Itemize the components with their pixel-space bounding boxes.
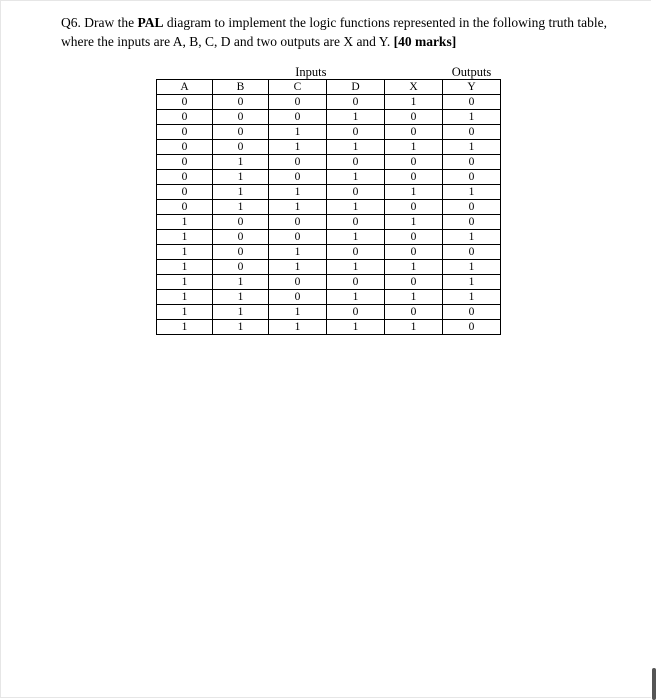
table-cell: 0 [157,170,213,185]
outputs-group-label: Outputs [451,65,492,79]
table-row [157,140,501,155]
table-cell: 1 [213,290,269,305]
table-cell: 0 [385,170,443,185]
table-cell: 0 [213,140,269,155]
table-cell: 0 [327,275,385,290]
table-cell: 0 [443,215,501,230]
question-bold-term: PAL [137,15,164,30]
table-cell: 0 [269,290,327,305]
truth-table [156,66,501,335]
question-text-after: diagram to implement the logic functions represented in the following truth table, where the inputs are A, B, C, D and two outputs are X and Y. [61,15,607,49]
table-cell: 1 [157,320,213,335]
table-cell: 1 [213,275,269,290]
table-cell: 0 [213,110,269,125]
table-cell: 0 [385,125,443,140]
table-cell: 1 [269,125,327,140]
table-cell: 0 [269,95,327,110]
table-cell: 0 [327,155,385,170]
spacer-cell [157,66,213,80]
spacer-cell [327,66,385,80]
table-cell: 1 [327,170,385,185]
table-cell: 0 [327,185,385,200]
table-cell: 1 [385,320,443,335]
table-cell: 1 [327,110,385,125]
column-header-x: X [385,80,443,95]
table-cell: 1 [213,185,269,200]
table-cell: 1 [269,140,327,155]
table-cell: 0 [443,155,501,170]
table-cell: 0 [157,185,213,200]
question-text [61,13,621,51]
table-cell: 0 [269,110,327,125]
table-cell: 0 [443,170,501,185]
table-cell: 0 [213,125,269,140]
table-cell: 1 [157,290,213,305]
table-cell: 0 [385,230,443,245]
table-cell: 1 [443,110,501,125]
table-cell: 0 [213,95,269,110]
table-cell: 0 [327,125,385,140]
table-row [157,290,501,305]
table-cell: 1 [213,200,269,215]
table-cell: 0 [157,200,213,215]
table-cell: 0 [157,140,213,155]
table-cell: 0 [443,320,501,335]
table-row [157,230,501,245]
table-cell: 1 [443,185,501,200]
truth-table-group-row [157,66,501,80]
question-text-before: Draw the [84,15,135,30]
table-cell: 1 [443,260,501,275]
table-row [157,320,501,335]
question-marks: [40 marks] [393,34,457,49]
table-cell: 1 [157,215,213,230]
table-cell: 0 [269,275,327,290]
table-cell: 1 [443,140,501,155]
table-cell: 1 [269,260,327,275]
table-cell: 0 [327,245,385,260]
table-cell: 1 [213,305,269,320]
table-row [157,245,501,260]
table-cell: 1 [213,320,269,335]
column-header-b: B [213,80,269,95]
table-row [157,260,501,275]
table-cell: 1 [327,260,385,275]
scrollbar-thumb[interactable] [652,668,656,700]
table-cell: 0 [269,215,327,230]
table-cell: 0 [327,215,385,230]
table-cell: 1 [385,185,443,200]
column-header-y: Y [443,80,501,95]
table-cell: 1 [327,230,385,245]
table-cell: 1 [269,320,327,335]
table-cell: 1 [385,215,443,230]
table-cell: 1 [443,290,501,305]
table-cell: 1 [385,140,443,155]
truth-table-header-row [157,80,501,95]
table-cell: 0 [385,200,443,215]
table-cell: 1 [443,230,501,245]
table-cell: 1 [157,275,213,290]
table-cell: 1 [327,290,385,305]
table-row [157,95,501,110]
table-cell: 1 [269,245,327,260]
table-cell: 0 [157,155,213,170]
table-cell: 1 [443,275,501,290]
table-cell: 1 [385,290,443,305]
table-row [157,200,501,215]
table-cell: 1 [327,200,385,215]
table-cell: 1 [269,185,327,200]
table-cell: 0 [213,215,269,230]
table-cell: 0 [269,230,327,245]
table-cell: 1 [213,155,269,170]
table-cell: 1 [213,170,269,185]
table-cell: 0 [213,260,269,275]
table-row [157,215,501,230]
spacer-cell [385,66,443,80]
table-cell: 0 [443,125,501,140]
column-header-d: D [327,80,385,95]
table-cell: 1 [385,260,443,275]
table-cell: 0 [385,305,443,320]
column-header-c: C [269,80,327,95]
table-row [157,170,501,185]
table-cell: 1 [269,200,327,215]
table-cell: 1 [269,305,327,320]
table-row [157,305,501,320]
table-cell: 0 [213,245,269,260]
column-header-a: A [157,80,213,95]
table-cell: 0 [269,170,327,185]
table-cell: 0 [157,125,213,140]
table-cell: 0 [269,155,327,170]
table-cell: 1 [157,305,213,320]
table-cell: 0 [385,110,443,125]
table-row [157,110,501,125]
truth-table-body [157,95,501,335]
table-cell: 0 [213,230,269,245]
table-cell: 0 [385,155,443,170]
table-cell: 0 [157,110,213,125]
table-cell: 1 [327,140,385,155]
table-cell: 0 [443,200,501,215]
table-cell: 0 [443,95,501,110]
table-cell: 1 [157,245,213,260]
table-row [157,275,501,290]
table-cell: 1 [157,260,213,275]
table-cell: 0 [385,245,443,260]
table-cell: 0 [327,305,385,320]
table-cell: 1 [157,230,213,245]
table-row [157,155,501,170]
table-cell: 0 [443,245,501,260]
table-cell: 0 [157,95,213,110]
inputs-group-label: Inputs [295,65,327,79]
table-cell: 0 [385,275,443,290]
table-cell: 1 [327,320,385,335]
question-number: Q6. [61,15,81,30]
table-row [157,185,501,200]
table-cell: 0 [443,305,501,320]
table-row [157,125,501,140]
table-cell: 0 [327,95,385,110]
table-cell: 1 [385,95,443,110]
